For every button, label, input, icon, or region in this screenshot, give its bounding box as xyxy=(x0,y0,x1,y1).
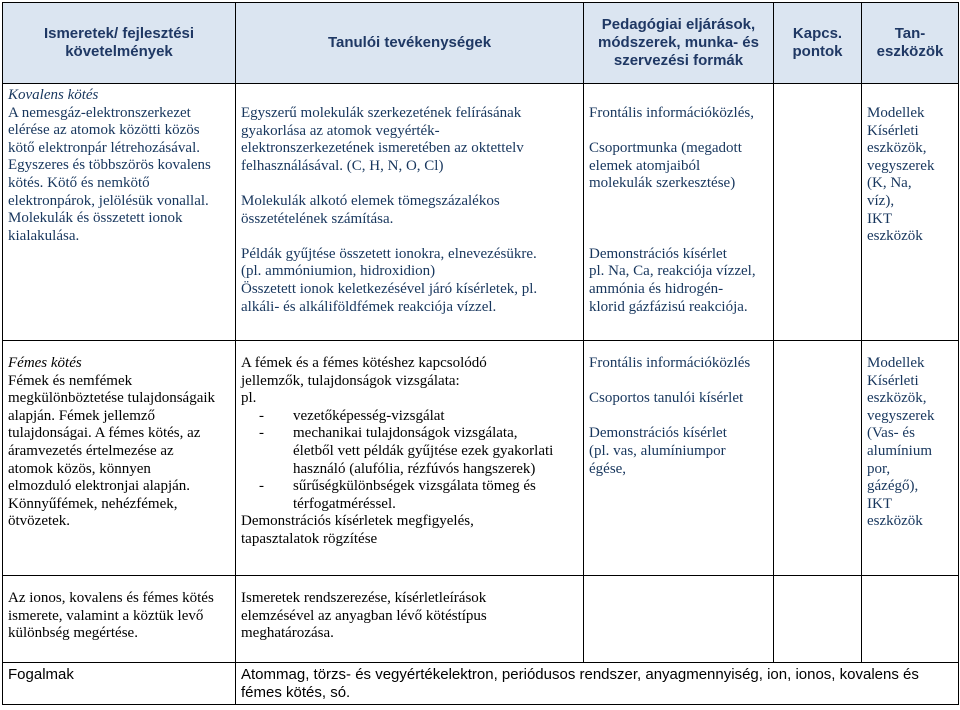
method-cell-metallic: Frontális információközlés Csoportos tanulói kísérlet Demonstrációs kísérlet (pl. vas, alumíniumpor égése, xyxy=(584,341,774,576)
curriculum-table xyxy=(2,2,959,705)
activity-cell-summary: Ismeretek rendszerezése, kísérletleírások elemzésével az anyagban lévő kötéstípus meghatározása. xyxy=(236,576,584,663)
list-item: - vezetőképesség-vizsgálat xyxy=(241,408,578,426)
tools-cell-covalent: Modellek Kísérleti eszközök, vegyszerek (K, Na, víz), IKT eszközök xyxy=(862,84,959,341)
table-row xyxy=(3,84,959,341)
table-row xyxy=(3,341,959,576)
concepts-label: Fogalmak xyxy=(3,663,236,705)
topic-cell-metallic: Fémes kötés Fémek és nemfémek megkülönböztetése tulajdonságaik alapján. Fémek jellemző tulajdonságai. A fémes kötés, az áramvezetés értelmezése az atomok közös, könnyen elmozduló elektronjai alapján. Könnyűfémek, nehézfémek, ötvözetek. xyxy=(3,341,236,576)
header-activities: Tanulói tevékenységek xyxy=(236,3,584,84)
method-cell-summary xyxy=(584,576,774,663)
table-row xyxy=(3,576,959,663)
concepts-row xyxy=(3,663,959,705)
header-methods: Pedagógiai eljárások, módszerek, munka- és szervezési formák xyxy=(584,3,774,84)
activity-cell-metallic: A fémek és a fémes kötéshez kapcsolódó jellemzők, tulajdonságok vizsgálata: pl. - vezetőképesség-vizsgálat - mechanikai tulajdonságok vizsgálata, életből vett példák gyűjtése ezek gyakorlati használó (alufólia, rézfúvós hangszerek) - sűrűségkülönbségek vizsgálata tömeg és térfogatméréssel. Demonstrációs kísérletek megfigyelés, tapasztalatok rögzítése xyxy=(236,341,584,576)
topic-title: Fémes kötés xyxy=(8,355,82,371)
header-row xyxy=(3,3,959,84)
activity-list xyxy=(241,408,578,514)
activity-cell-covalent: Egyszerű molekulák szerkezetének felírásának gyakorlása az atomok vegyérték- elektronszerkezetének ismeretében az oktettelv felhasználásával. (C, H, N, O, Cl) Molekulák alkotó elemek tömegszázalékos összetételének számítása. Példák gyűjtése összetett ionokra, elnevezésükre. (pl. ammóniumion, hidroxidion) Összetett ionok keletkezésével járó kísérletek, pl. alkáli- és alkáliföldfémek reakciója vízzel. xyxy=(236,84,584,341)
list-item: - mechanikai tulajdonságok vizsgálata, életből vett példák gyűjtése ezek gyakorlati használó (alufólia, rézfúvós hangszerek) xyxy=(241,425,578,478)
method-cell-covalent: Frontális információközlés, Csoportmunka (megadott elemek atomjaiból molekulák szerkesztése) Demonstrációs kísérlet pl. Na, Ca, reakciója vízzel, ammónia és hidrogén- klorid gázfázisú reakciója. xyxy=(584,84,774,341)
connections-cell-covalent xyxy=(774,84,862,341)
tools-cell-summary xyxy=(862,576,959,663)
header-requirements: Ismeretek/ fejlesztési követelmények xyxy=(3,3,236,84)
header-tools: Tan- eszközök xyxy=(862,3,959,84)
list-item: - sűrűségkülönbségek vizsgálata tömeg és térfogatméréssel. xyxy=(241,478,578,513)
concepts-text: Atommag, törzs- és vegyértékelektron, periódusos rendszer, anyagmennyiség, ion, ionos, kovalens és fémes kötés, só. xyxy=(236,663,959,705)
topic-cell-summary: Az ionos, kovalens és fémes kötés ismerete, valamint a köztük levő különbség megértése. xyxy=(3,576,236,663)
header-connections: Kapcs. pontok xyxy=(774,3,862,84)
topic-title: Kovalens kötés xyxy=(8,87,99,103)
connections-cell-metallic xyxy=(774,341,862,576)
topic-cell-covalent: Kovalens kötés A nemesgáz-elektronszerkezet elérése az atomok közötti közös kötő elektronpár létrehozásával. Egyszeres és többszörös kovalens kötés. Kötő és nemkötő elektronpárok, jelölésük vonallal. Molekulák és összetett ionok kialakulása. xyxy=(3,84,236,341)
tools-cell-metallic: Modellek Kísérleti eszközök, vegyszerek (Vas- és alumínium por, gázégő), IKT eszközök xyxy=(862,341,959,576)
connections-cell-summary xyxy=(774,576,862,663)
